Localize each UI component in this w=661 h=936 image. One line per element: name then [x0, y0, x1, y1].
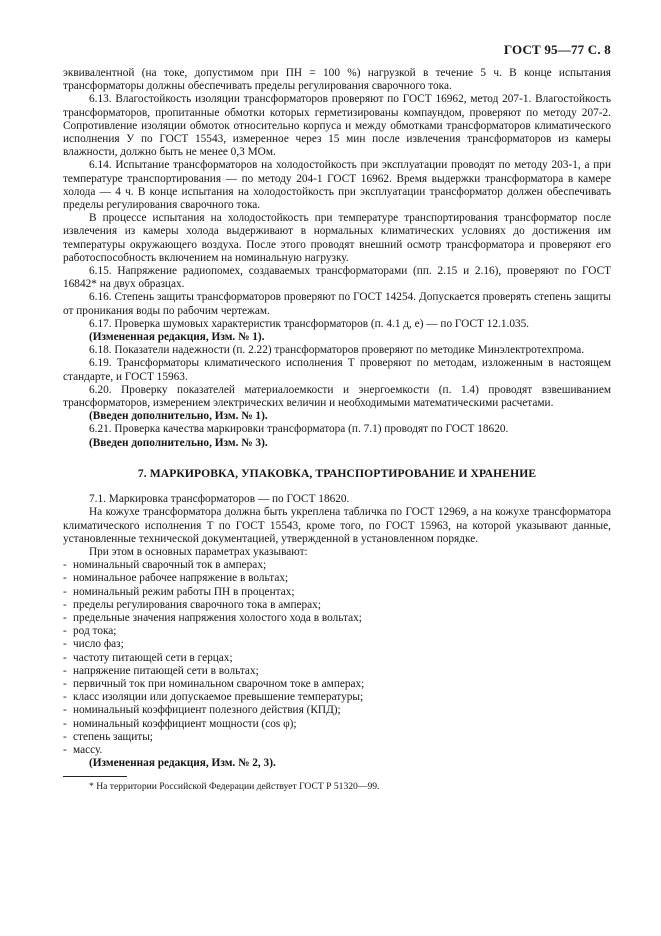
paragraph: 6.13. Влагостойкость изоляции трансформаторов проверяют по ГОСТ 16962, метод 207-1. Влагостойкость трансформаторов, пропитанные обмотки которых герметизированы компаундом, проверяют по методу 207-2. Сопротивление изоляции обмоток относительно корпуса и между обмотками трансформаторов климатического исполнения У по ГОСТ 15543, измеренное через 15 мин после извлечения трансформаторов из камеры влажности, должно быть не менее 0,3 МОм.: [63, 93, 611, 159]
section-heading: 7. МАРКИРОВКА, УПАКОВКА, ТРАНСПОРТИРОВАНИЕ И ХРАНЕНИЕ: [137, 466, 537, 480]
parameter-item: [63, 665, 611, 678]
parameter-item: [63, 704, 611, 717]
paragraph: 6.14. Испытание трансформаторов на холодостойкость при эксплуатации проводят по методу 203-1, а при температуре транспортирования — по методу 204-1 ГОСТ 16962. Время выдержки трансформатора в камере холода — 4 ч. В конце испытания на холодостойкость при эксплуатации трансформатор должен обеспечивать пределы регулирования сварочного тока.: [63, 159, 611, 212]
parameter-text: предельные значения напряжения холостого хода в вольтах;: [73, 611, 362, 624]
paragraph: 6.17. Проверка шумовых характеристик трансформаторов (п. 4.1 д, е) — по ГОСТ 12.1.035.: [89, 317, 530, 330]
parameter-item: [63, 612, 611, 625]
list-dash: -: [63, 559, 67, 572]
paragraph: 6.16. Степень защиты трансформаторов проверяют по ГОСТ 14254. Допускается проверять степень защиты от проникания воды по рабочим чертежам.: [63, 291, 611, 317]
parameter-text: первичный ток при номинальном сварочном токе в амперах;: [73, 677, 365, 690]
parameter-item: [63, 718, 611, 731]
amendment-note: (Измененная редакция, Изм. № 1).: [89, 331, 265, 344]
paragraph: 6.15. Напряжение радиопомех, создаваемых трансформаторами (пп. 2.15 и 2.16), проверяют по ГОСТ 16842* на двух образцах.: [63, 265, 611, 291]
footnote-divider: [63, 776, 127, 777]
parameter-text: номинальное рабочее напряжение в вольтах;: [73, 572, 289, 585]
list-dash: -: [63, 677, 67, 690]
paragraph: В процессе испытания на холодостойкость при температуре транспортирования трансформатор после извлечения из камеры холода выдерживают в нормальных климатических условиях до достижения им температуры окружающего воздуха. После этого проводят внешний осмотр трансформатора и проверяют его работоспособность включением на номинальную нагрузку.: [63, 212, 611, 264]
amendment-note: (Введен дополнительно, Изм. № 3).: [89, 436, 268, 449]
document-body: [63, 67, 611, 793]
paragraph: 6.21. Проверка качества маркировки трансформатора (п. 7.1) проводят по ГОСТ 18620.: [89, 423, 509, 436]
list-dash: -: [63, 638, 67, 651]
parameter-item: [63, 744, 611, 757]
parameter-text: номинальный сварочный ток в амперах;: [73, 559, 267, 572]
amendment-note: (Измененная редакция, Изм. № 2, 3).: [89, 757, 276, 770]
parameter-text: пределы регулирования сварочного тока в амперах;: [73, 598, 321, 611]
list-dash: -: [63, 691, 67, 704]
list-dash: -: [63, 611, 67, 624]
parameter-item: [63, 586, 611, 599]
parameter-item: [63, 638, 611, 651]
parameter-item: [63, 625, 611, 638]
parameter-text: напряжение питающей сети в вольтах;: [73, 664, 259, 677]
list-dash: -: [63, 651, 67, 664]
parameter-text: массу.: [73, 743, 103, 756]
list-dash: -: [63, 572, 67, 585]
list-dash: -: [63, 730, 67, 743]
parameter-text: число фаз;: [73, 638, 124, 651]
paragraph: 6.19. Трансформаторы климатического исполнения Т проверяют по методам, изложенным в настоящем стандарте, и ГОСТ 15963.: [63, 357, 611, 383]
list-dash: -: [63, 717, 67, 730]
parameter-list: [63, 559, 611, 757]
amendment-note: (Введен дополнительно, Изм. № 1).: [89, 410, 268, 423]
parameter-item: [63, 652, 611, 665]
list-dash: -: [63, 598, 67, 611]
parameter-text: класс изоляции или допускаемое превышение температуры;: [73, 691, 364, 704]
paragraph: На кожухе трансформатора должна быть укреплена табличка по ГОСТ 12969, а на кожухе трансформатора климатического исполнения Т по ГОСТ 15543, кроме того, по ГОСТ 15963, на которой указывают данные, установленные технической документацией, утвержденной в установленном порядке.: [63, 506, 611, 545]
list-dash: -: [63, 743, 67, 756]
parameter-item: [63, 559, 611, 572]
page-header: ГОСТ 95—77 С. 8: [503, 42, 611, 57]
paragraph: При этом в основных параметрах указывают:: [89, 545, 308, 558]
paragraph: 6.20. Проверку показателей материалоемкости и энергоемкости (п. 1.4) проводят взвешиванием трансформаторов, измерением электрических величин и необходимыми математическими расчетами.: [63, 383, 611, 410]
parameter-text: номинальный коэффициент полезного действия (КПД);: [73, 704, 341, 717]
list-dash: -: [63, 664, 67, 677]
parameter-item: [63, 731, 611, 744]
paragraph: 7.1. Маркировка трансформаторов — по ГОСТ 18620.: [89, 493, 350, 506]
list-dash: -: [63, 704, 67, 717]
paragraph: эквивалентной (на токе, допустимом при ПН = 100 %) нагрузкой в течение 5 ч. В конце испытания трансформаторы должны обеспечивать пределы регулирования сварочного тока.: [63, 67, 611, 93]
parameter-item: [63, 599, 611, 612]
parameter-text: номинальный коэффициент мощности (cos φ);: [73, 717, 297, 730]
parameter-text: степень защиты;: [73, 730, 153, 743]
parameter-text: род тока;: [73, 625, 117, 638]
paragraph-list: [63, 67, 611, 559]
list-dash: -: [63, 625, 67, 638]
paragraph: 6.18. Показатели надежности (п. 2.22) трансформаторов проверяют по методике Минэлектротехпрома.: [89, 344, 585, 357]
parameter-item: [63, 572, 611, 585]
parameter-text: номинальный режим работы ПН в процентах;: [73, 585, 295, 598]
parameter-item: [63, 691, 611, 704]
footnote: * На территории Российской Федерации действует ГОСТ Р 51320—99.: [89, 781, 380, 793]
parameter-text: частоту питающей сети в герцах;: [73, 651, 233, 664]
parameter-item: [63, 678, 611, 691]
list-dash: -: [63, 585, 67, 598]
